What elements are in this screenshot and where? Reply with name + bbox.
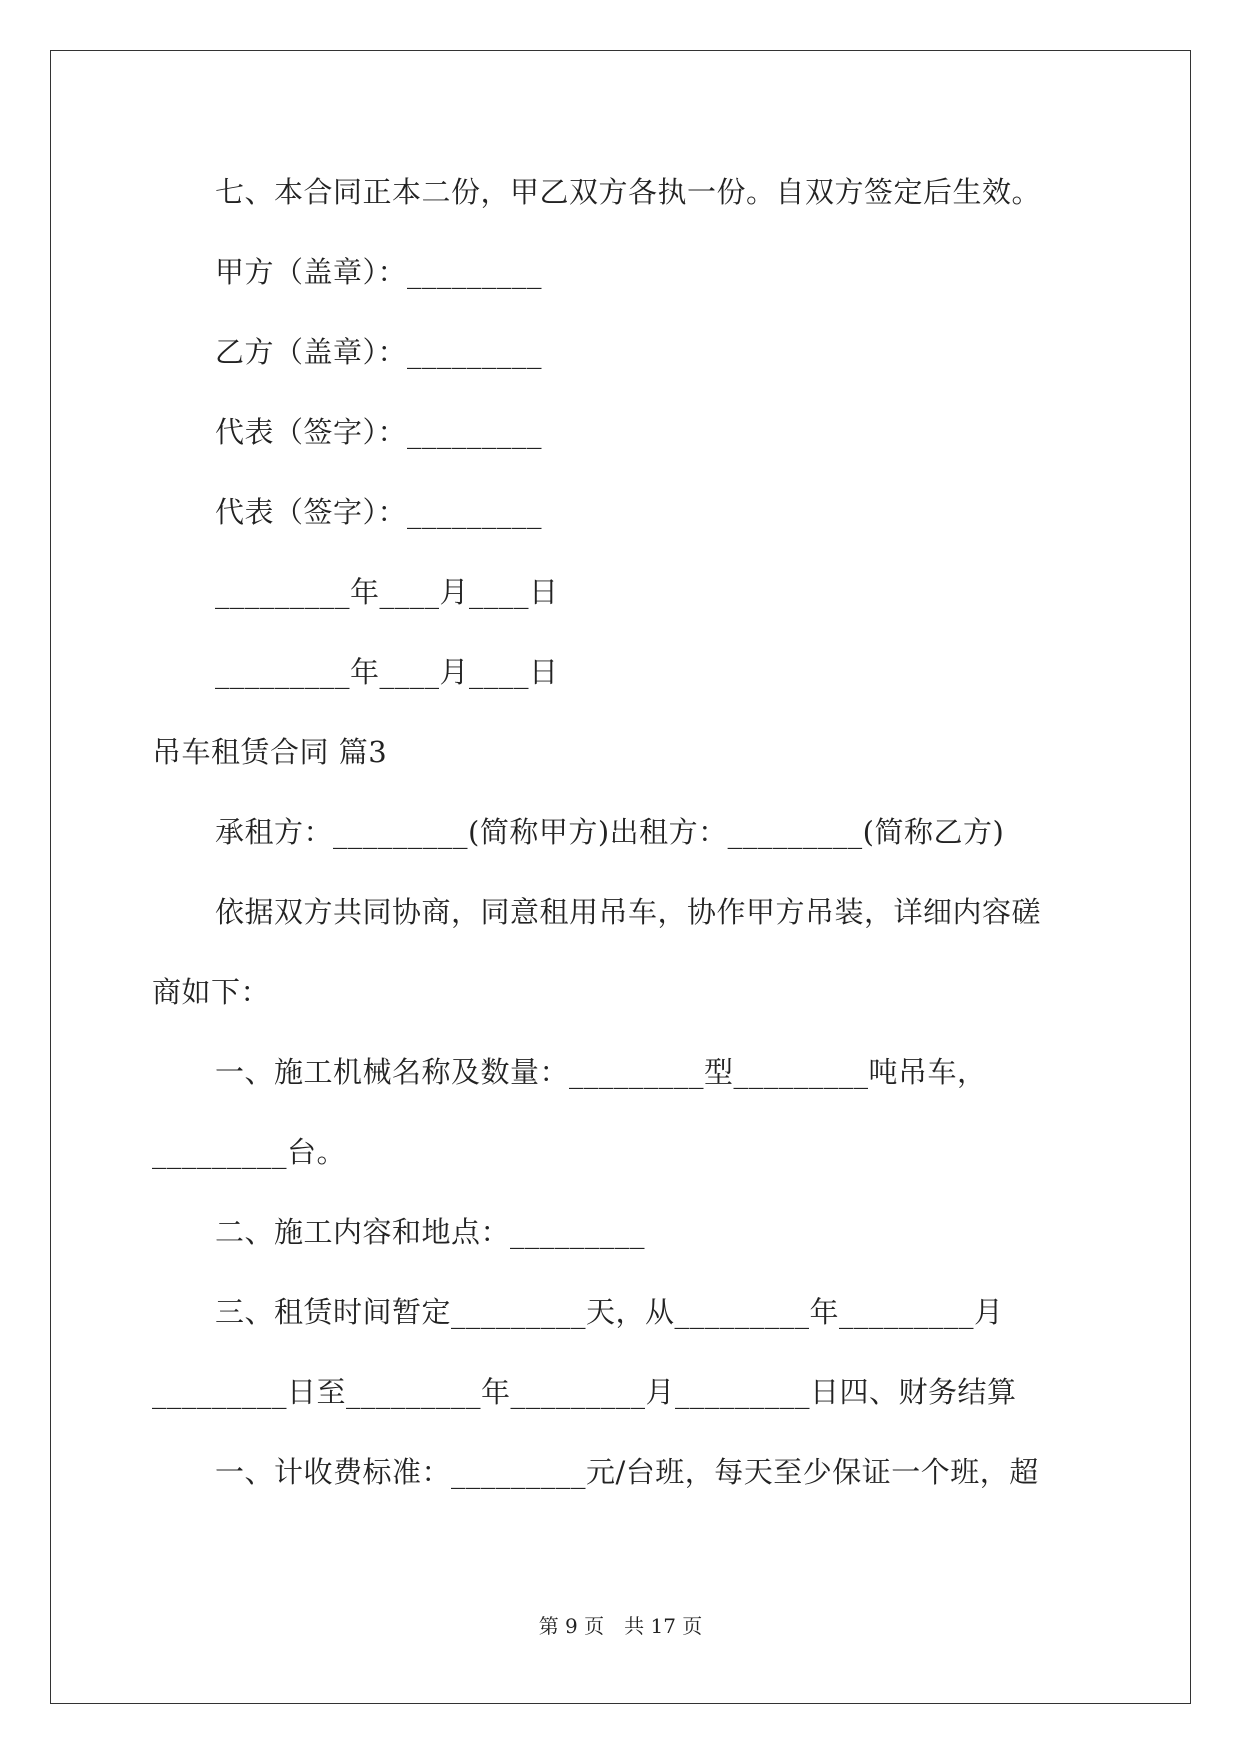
clause-three-period-line-2: _________日至_________年_________月_________日四、财务结算 [152, 1375, 1017, 1409]
date-line-1: _________年____月____日 [215, 575, 559, 609]
clause-one-machinery-line-2: _________台。 [152, 1135, 347, 1169]
fee-standard-line: 一、计收费标准：_________元/台班，每天至少保证一个班，超 [215, 1455, 1039, 1489]
page-number-footer: 第 9 页 共 17 页 [538, 1614, 703, 1638]
party-a-seal-line: 甲方（盖章）：_________ [215, 255, 543, 289]
party-b-seal-line: 乙方（盖章）：_________ [215, 335, 543, 369]
intro-paragraph-line-2: 商如下： [152, 975, 271, 1009]
date-line-2: _________年____月____日 [215, 655, 559, 689]
section-heading: 吊车租赁合同 篇3 [152, 735, 388, 769]
clause-three-period-line-1: 三、租赁时间暂定_________天，从_________年_________月 [215, 1295, 1004, 1329]
clause-seven: 七、本合同正本二份，甲乙双方各执一份。自双方签定后生效。 [215, 175, 1042, 209]
clause-two-location: 二、施工内容和地点：_________ [215, 1215, 646, 1249]
parties-line: 承租方：_________(简称甲方)出租方：_________(简称乙方) [215, 815, 1005, 849]
intro-paragraph-line-1: 依据双方共同协商，同意租用吊车，协作甲方吊装，详细内容磋 [215, 895, 1042, 929]
representative-signature-line-1: 代表（签字）：_________ [215, 415, 543, 449]
representative-signature-line-2: 代表（签字）：_________ [215, 495, 543, 529]
clause-one-machinery-line-1: 一、施工机械名称及数量：_________型_________吨吊车， [215, 1055, 987, 1089]
